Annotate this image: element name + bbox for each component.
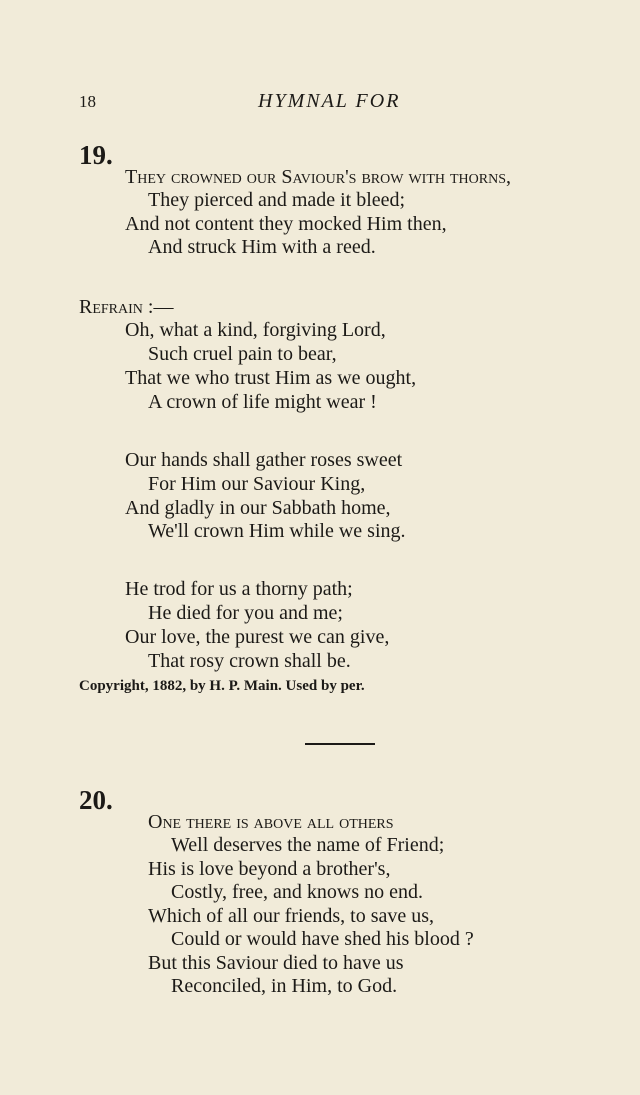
section-divider [305, 743, 375, 745]
page-number: 18 [79, 92, 96, 111]
verse-line: His is love beyond a brother's, [148, 858, 391, 880]
verse-line: And struck Him with a reed. [148, 236, 376, 258]
verse-line: He died for you and me; [148, 602, 343, 624]
verse-line: Could or would have shed his blood ? [171, 928, 474, 950]
verse-line: They pierced and made it bleed; [148, 189, 406, 211]
verse-line: Costly, free, and knows no end. [171, 881, 423, 903]
verse-line: But this Saviour died to have us [148, 952, 404, 974]
verse-line: Our love, the purest we can give, [125, 626, 390, 648]
verse-line: And not content they mocked Him then, [125, 213, 447, 235]
verse-line: One there is above all others [148, 811, 394, 833]
verse-line: Our hands shall gather roses sweet [125, 449, 403, 471]
verse-line: For Him our Saviour King, [148, 473, 366, 495]
hymn-20-number: 20. [79, 785, 113, 815]
verse-line: He trod for us a thorny path; [125, 578, 353, 600]
verse-line: Which of all our friends, to save us, [148, 905, 435, 927]
verse-line: And gladly in our Sabbath home, [125, 497, 391, 519]
verse-line: Reconciled, in Him, to God. [171, 975, 398, 997]
copyright-notice: Copyright, 1882, by H. P. Main. Used by per. [79, 678, 365, 694]
verse-line: A crown of life might wear ! [148, 391, 377, 413]
verse-line: Such cruel pain to bear, [148, 343, 337, 365]
verse-line: That rosy crown shall be. [148, 650, 351, 672]
hymn-19-number: 19. [79, 140, 113, 170]
verse-line: We'll crown Him while we sing. [148, 520, 406, 542]
refrain-label: Refrain :— [79, 296, 174, 318]
verse-line: That we who trust Him as we ought, [125, 367, 417, 389]
running-title: HYMNAL FOR [258, 90, 401, 112]
verse-line: Oh, what a kind, forgiving Lord, [125, 319, 386, 341]
verse-line: They crowned our Saviour's brow with thorns, [125, 166, 512, 188]
verse-line: Well deserves the name of Friend; [171, 834, 445, 856]
